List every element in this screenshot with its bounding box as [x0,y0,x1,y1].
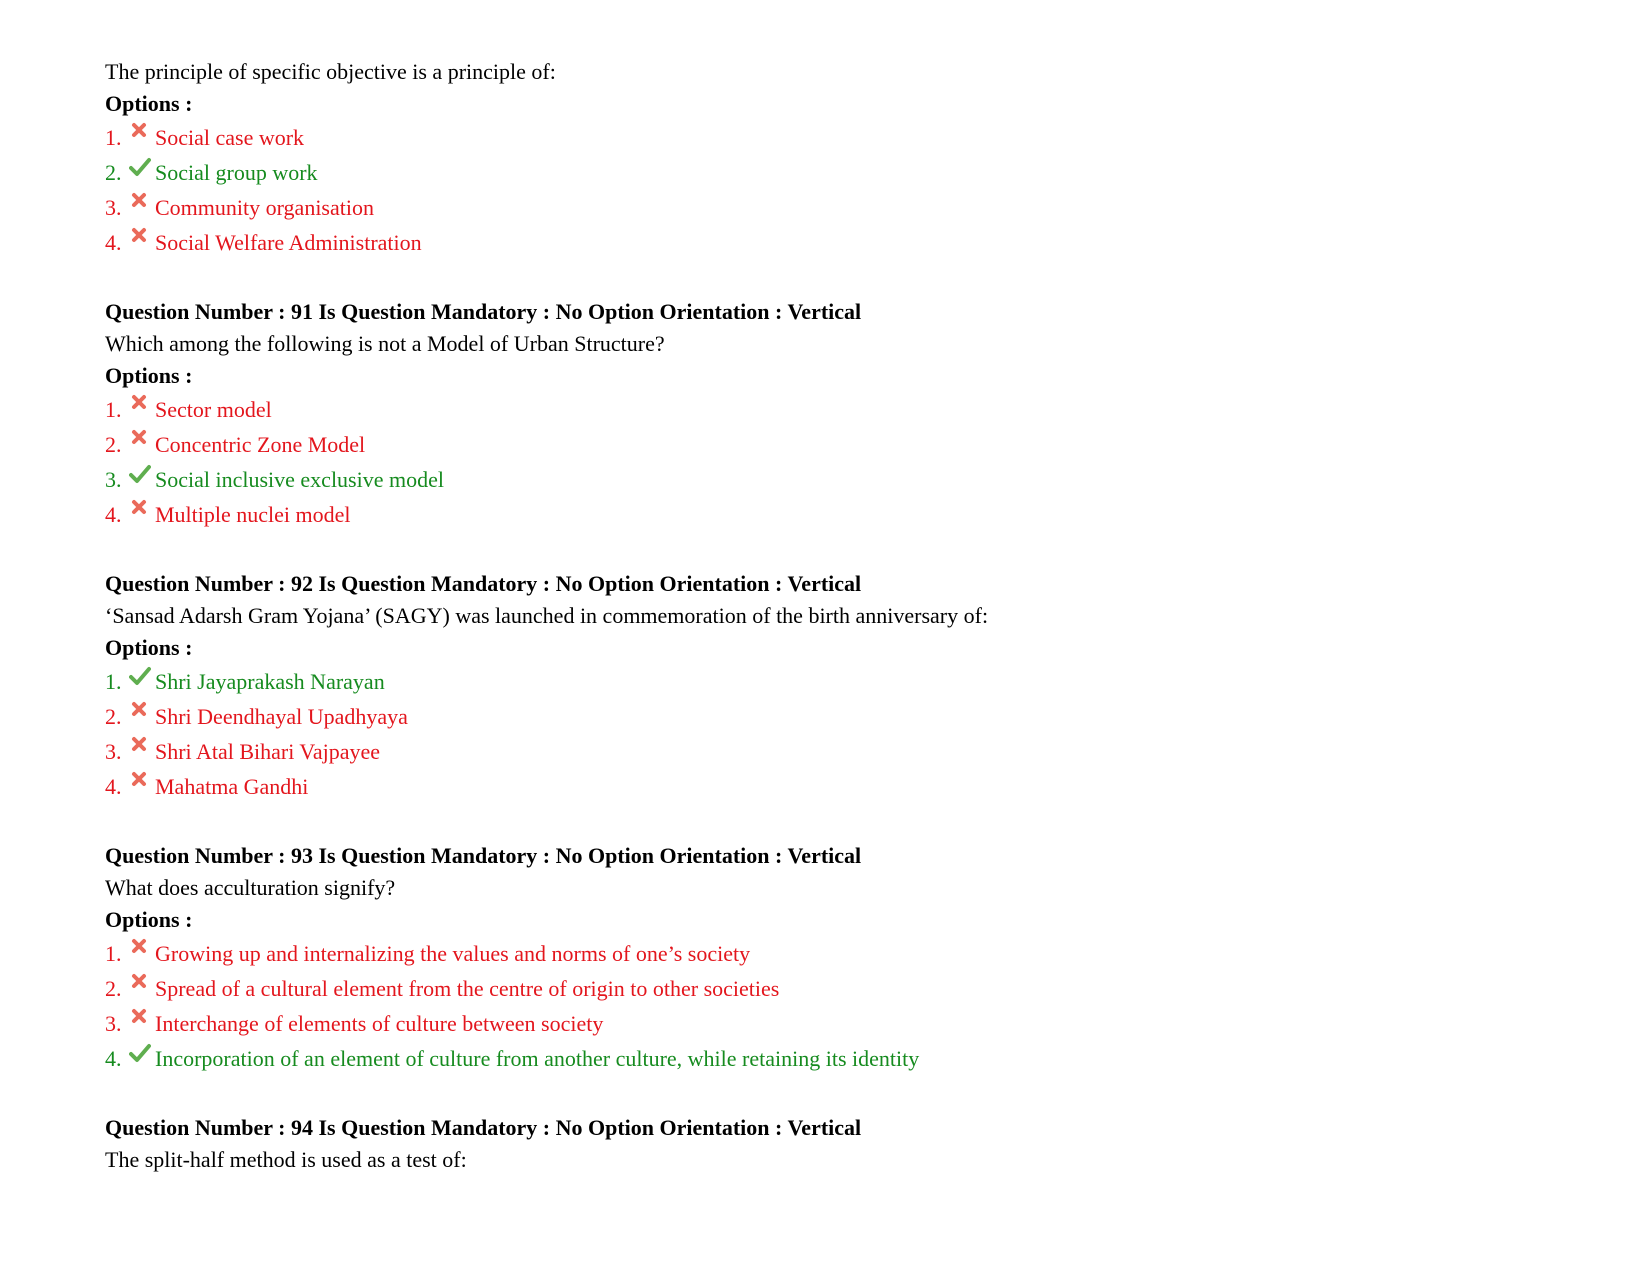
option-number: 1. [105,397,122,422]
question-block [105,568,1585,804]
option-number: 1. [105,941,122,966]
option-number: 1. [105,125,122,150]
option-item [105,1041,1585,1076]
question-text: The split-half method is used as a test of: [105,1147,467,1172]
cross-icon [129,938,155,960]
option-text: Social case work [155,125,305,150]
check-icon [129,1043,155,1065]
question-block [105,1112,1585,1176]
option-number: 2. [105,976,122,1001]
options-label: Options : [105,91,193,116]
question-text: ‘Sansad Adarsh Gram Yojana’ (SAGY) was launched in commemoration of the birth anniversary of: [105,603,989,628]
options-label: Options : [105,363,193,388]
option-number: 1. [105,669,122,694]
cross-icon [129,394,155,416]
question-header: Question Number : 92 Is Question Mandatory : No Option Orientation : Vertical [105,571,862,596]
cross-icon [129,192,155,214]
options-label: Options : [105,907,193,932]
cross-icon [129,736,155,758]
option-item [105,427,1585,462]
cross-icon [129,1008,155,1030]
option-text: Mahatma Gandhi [155,774,309,799]
cross-icon [129,771,155,793]
option-item [105,699,1585,734]
option-text: Social Welfare Administration [155,230,422,255]
option-item [105,734,1585,769]
option-item [105,392,1585,427]
question-text: Which among the following is not a Model of Urban Structure? [105,331,665,356]
option-number: 3. [105,1011,122,1036]
question-block [105,296,1585,532]
option-item [105,769,1585,804]
option-item [105,462,1585,497]
option-item [105,664,1585,699]
option-text: Social inclusive exclusive model [155,467,444,492]
cross-icon [129,227,155,249]
option-number: 2. [105,432,122,457]
option-number: 2. [105,160,122,185]
question-header: Question Number : 91 Is Question Mandatory : No Option Orientation : Vertical [105,299,862,324]
question-block [105,840,1585,1076]
option-number: 3. [105,195,122,220]
document-body [105,56,1585,1176]
option-text: Sector model [155,397,272,422]
options-label: Options : [105,635,193,660]
option-text: Interchange of elements of culture between society [155,1011,604,1036]
option-number: 4. [105,230,122,255]
option-item [105,1006,1585,1041]
option-number: 2. [105,704,122,729]
option-text: Shri Deendhayal Upadhyaya [155,704,408,729]
option-text: Shri Atal Bihari Vajpayee [155,739,381,764]
cross-icon [129,429,155,451]
option-number: 4. [105,502,122,527]
option-item [105,190,1585,225]
option-text: Community organisation [155,195,374,220]
option-text: Multiple nuclei model [155,502,351,527]
question-header: Question Number : 93 Is Question Mandatory : No Option Orientation : Vertical [105,843,862,868]
option-text: Growing up and internalizing the values and norms of one’s society [155,941,751,966]
option-item [105,936,1585,971]
option-item [105,971,1585,1006]
check-icon [129,666,155,688]
question-header: Question Number : 94 Is Question Mandatory : No Option Orientation : Vertical [105,1115,862,1140]
option-number: 4. [105,1046,122,1071]
option-text: Spread of a cultural element from the centre of origin to other societies [155,976,780,1001]
option-number: 4. [105,774,122,799]
cross-icon [129,499,155,521]
option-number: 3. [105,739,122,764]
question-block [105,56,1585,260]
question-text: The principle of specific objective is a principle of: [105,59,556,84]
option-item [105,497,1585,532]
option-item [105,155,1585,190]
option-text: Social group work [155,160,318,185]
option-item [105,120,1585,155]
cross-icon [129,973,155,995]
option-number: 3. [105,467,122,492]
option-text: Concentric Zone Model [155,432,366,457]
check-icon [129,157,155,179]
option-item [105,225,1585,260]
option-text: Incorporation of an element of culture from another culture, while retaining its identity [155,1046,920,1071]
option-text: Shri Jayaprakash Narayan [155,669,385,694]
cross-icon [129,122,155,144]
cross-icon [129,701,155,723]
check-icon [129,464,155,486]
question-text: What does acculturation signify? [105,875,396,900]
